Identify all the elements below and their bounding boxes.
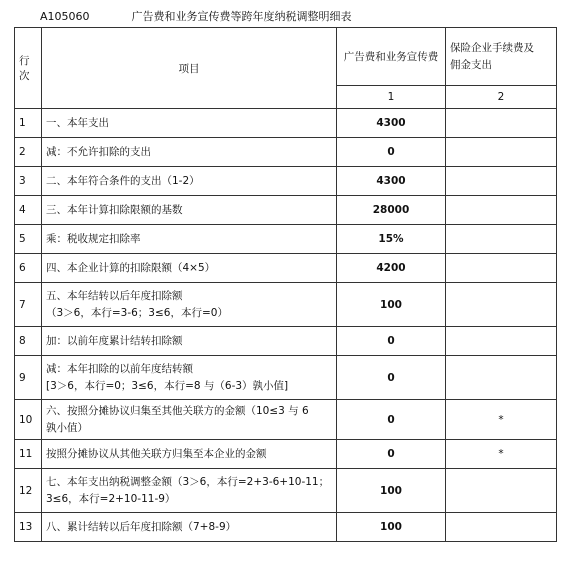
- row-item-line: 二、本年符合条件的支出（1-2）: [46, 174, 200, 187]
- advertising-fee-value: 0: [337, 400, 446, 440]
- row-item: [42, 356, 337, 400]
- table-row: [15, 196, 557, 225]
- row-number: 5: [15, 225, 42, 254]
- advertising-fee-value: 100: [337, 283, 446, 327]
- row-item: [42, 167, 337, 196]
- form-header: [40, 8, 352, 24]
- row-item: [42, 327, 337, 356]
- advertising-fee-value: 0: [337, 440, 446, 469]
- row-number: 9: [15, 356, 42, 400]
- form-code: A105060: [40, 10, 90, 23]
- row-number: 4: [15, 196, 42, 225]
- advertising-fee-value: 4200: [337, 254, 446, 283]
- table-row: [15, 513, 557, 542]
- header-col1: 广告费和业务宣传费: [337, 28, 446, 86]
- row-item-line: 按照分摊协议从其他关联方归集至本企业的金额: [46, 447, 267, 460]
- row-item-line: 3≤6，本行=2+10-11-9）: [46, 492, 176, 505]
- insurance-commission-value: [446, 225, 557, 254]
- row-item: [42, 138, 337, 167]
- row-item-line: 七、本年支出纳税调整金额（3＞6，本行=2+3-6+10-11；: [46, 475, 330, 488]
- advertising-fee-value: 100: [337, 469, 446, 513]
- row-number: 2: [15, 138, 42, 167]
- advertising-fee-value: 4300: [337, 167, 446, 196]
- row-item-line: [3＞6，本行=0；3≤6，本行=8 与（6-3）孰小值]: [46, 379, 289, 392]
- row-item: [42, 225, 337, 254]
- insurance-commission-value: [446, 254, 557, 283]
- form-title: 广告费和业务宣传费等跨年度纳税调整明细表: [131, 10, 352, 23]
- row-number: 11: [15, 440, 42, 469]
- table-row: [15, 356, 557, 400]
- advertising-fee-value: 28000: [337, 196, 446, 225]
- row-item-line: 四、本企业计算的扣除限额（4×5）: [46, 261, 216, 274]
- insurance-commission-value: [446, 356, 557, 400]
- row-item-line: 八、累计结转以后年度扣除额（7+8-9）: [46, 520, 237, 533]
- insurance-commission-value: [446, 513, 557, 542]
- row-number: 6: [15, 254, 42, 283]
- table-row: [15, 327, 557, 356]
- row-number: 1: [15, 109, 42, 138]
- insurance-commission-value: [446, 109, 557, 138]
- row-number: 12: [15, 469, 42, 513]
- advertising-fee-value: 100: [337, 513, 446, 542]
- row-item-line: （3＞6，本行=3-6；3≤6，本行=0）: [46, 306, 228, 319]
- header-col2-line2: 佣金支出: [450, 58, 492, 71]
- row-item: [42, 469, 337, 513]
- insurance-commission-value: [446, 327, 557, 356]
- table-row: [15, 283, 557, 327]
- row-item-line: 孰小值）: [46, 421, 88, 434]
- header-col2: [446, 28, 557, 86]
- row-item: [42, 440, 337, 469]
- row-item: [42, 254, 337, 283]
- table-row: [15, 440, 557, 469]
- header-row-no: 行次: [15, 28, 42, 109]
- header-col2-line1: 保险企业手续费及: [450, 41, 534, 54]
- row-item: [42, 400, 337, 440]
- row-number: 13: [15, 513, 42, 542]
- insurance-commission-value: [446, 196, 557, 225]
- row-item: [42, 109, 337, 138]
- row-item-line: 五、本年结转以后年度扣除额: [46, 289, 183, 302]
- table-row: [15, 400, 557, 440]
- row-item-line: 六、按照分摊协议归集至其他关联方的金额（10≤3 与 6: [46, 404, 309, 417]
- row-item-line: 加：以前年度累计结转扣除额: [46, 334, 183, 347]
- table-row: [15, 254, 557, 283]
- advertising-fee-value: 4300: [337, 109, 446, 138]
- insurance-commission-value: [446, 167, 557, 196]
- header-item: 项目: [42, 28, 337, 109]
- row-item-line: 减：不允许扣除的支出: [46, 145, 151, 158]
- row-number: 8: [15, 327, 42, 356]
- insurance-commission-value: [446, 469, 557, 513]
- row-number: 3: [15, 167, 42, 196]
- insurance-commission-value: *: [446, 440, 557, 469]
- header-col2-index: 2: [446, 86, 557, 109]
- row-item: [42, 283, 337, 327]
- adjustment-table: [14, 27, 557, 542]
- advertising-fee-value: 0: [337, 356, 446, 400]
- table-row: [15, 109, 557, 138]
- insurance-commission-value: [446, 138, 557, 167]
- table-row: [15, 225, 557, 254]
- table-body: [15, 109, 557, 542]
- row-item: [42, 196, 337, 225]
- advertising-fee-value: 0: [337, 138, 446, 167]
- row-item-line: 减：本年扣除的以前年度结转额: [46, 362, 193, 375]
- row-item-line: 乘：税收规定扣除率: [46, 232, 141, 245]
- row-item-line: 一、本年支出: [46, 116, 109, 129]
- row-item-line: 三、本年计算扣除限额的基数: [46, 203, 183, 216]
- header-col1-index: 1: [337, 86, 446, 109]
- row-item: [42, 513, 337, 542]
- table-row: [15, 138, 557, 167]
- row-number: 10: [15, 400, 42, 440]
- advertising-fee-value: 15%: [337, 225, 446, 254]
- table-row: [15, 469, 557, 513]
- row-number: 7: [15, 283, 42, 327]
- advertising-fee-value: 0: [337, 327, 446, 356]
- insurance-commission-value: *: [446, 400, 557, 440]
- table-row: [15, 167, 557, 196]
- insurance-commission-value: [446, 283, 557, 327]
